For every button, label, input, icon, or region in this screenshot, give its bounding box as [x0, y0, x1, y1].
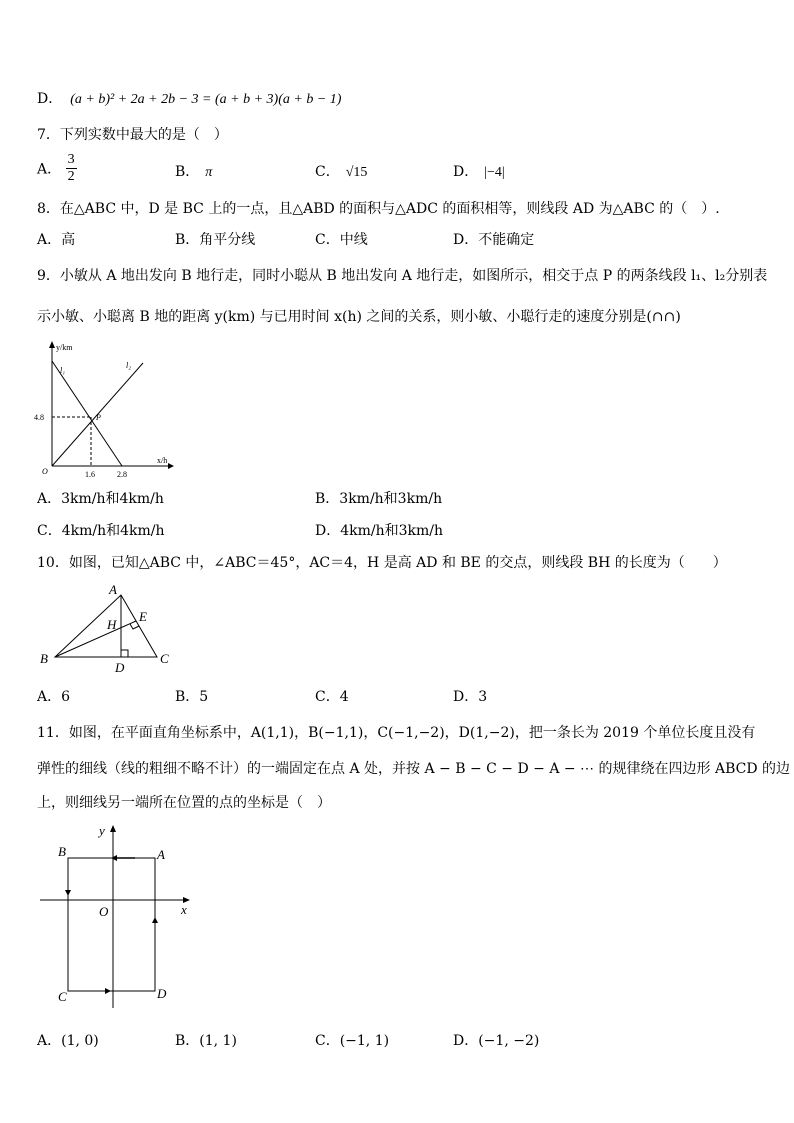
q8-option-a[interactable]: A．高	[37, 232, 76, 248]
y-tick-4.8: 4.8	[34, 413, 44, 422]
line-l1	[52, 361, 122, 466]
arrow-a-to-b-icon	[111, 855, 117, 861]
q7-option-c[interactable]	[315, 161, 367, 181]
q10-option-c[interactable]: C．4	[315, 689, 349, 705]
q7-option-b[interactable]	[175, 161, 212, 181]
vertex-a-label: A	[109, 582, 117, 597]
q7-option-d-label: D．	[453, 164, 479, 180]
fraction-denominator: 2	[67, 169, 75, 184]
q11-option-b[interactable]: B．(1, 1)	[175, 1033, 237, 1049]
x-tick-2.8: 2.8	[117, 470, 127, 479]
point-p-label: P	[96, 413, 101, 422]
q7-stem: 7．下列实数中最大的是（ ）	[37, 127, 228, 143]
q11-option-d[interactable]: D．(−1, −2)	[453, 1033, 540, 1049]
q7-option-a[interactable]	[37, 152, 77, 185]
q9-option-c[interactable]: C．4km/h和4km/h	[37, 523, 165, 539]
l1-label: l₁	[60, 366, 66, 375]
x-axis-label: x	[181, 902, 187, 917]
arrow-c-to-d-icon	[105, 988, 111, 994]
q6-option-d	[37, 88, 341, 108]
x-axis-label: x/h	[157, 456, 168, 465]
q10-option-b[interactable]: B．5	[175, 689, 209, 705]
q10-option-a[interactable]: A．6	[37, 689, 71, 705]
q7-option-c-label: C．	[315, 164, 340, 180]
triangle-abc	[55, 595, 157, 657]
q7-option-c-value: √15	[345, 165, 368, 180]
vertex-b-label: B	[58, 844, 66, 859]
q11-stem-line3: 上，则细线另一端所在位置的点的坐标是（ ）	[37, 795, 331, 811]
q11-coordinate-figure	[35, 820, 200, 1010]
arrow-d-to-a-icon	[152, 917, 158, 923]
q7-option-b-label: B．	[175, 164, 200, 180]
q9-option-d[interactable]: D．4km/h和3km/h	[315, 523, 444, 539]
right-angle-e	[130, 624, 139, 629]
vertex-b-label: B	[40, 651, 48, 666]
q11-option-a[interactable]: A．(1, 0)	[37, 1033, 99, 1049]
y-axis-arrow-icon	[49, 341, 55, 348]
q9-stem-line1: 9．小敏从 A 地出发向 B 地行走，同时小聪从 B 地出发向 A 地行走，如图所示，相交于点 P 的两条线段 l₁、l₂分别表	[37, 268, 768, 284]
q11-stem-line1: 11．如图，在平面直角坐标系中，A(1,1)，B(−1,1)，C(−1,−2)，D(1,−2)，把一条长为 2019 个单位长度且没有	[37, 725, 756, 741]
q7-option-b-value: π	[205, 165, 213, 180]
q9-stem-line2: 示小敏、小聪离 B 地的距离 y(km) 与已用时间 x(h) 之间的关系，则小敏、小聪行走的速度分别是(∩∩)	[37, 309, 681, 325]
q11-option-c[interactable]: C．(−1, 1)	[315, 1033, 390, 1049]
q8-option-c[interactable]: C．中线	[315, 232, 368, 248]
q11-stem-line2: 弹性的细线（线的粗细不略不计）的一端固定在点 A 处，并按 A − B − C − D − A − ⋯ 的规律绕在四边形 ABCD 的边	[37, 761, 791, 777]
altitude-be	[55, 621, 136, 657]
q8-option-d[interactable]: D．不能确定	[453, 232, 535, 248]
vertex-d-label: D	[115, 660, 125, 675]
q7-option-a-label: A．	[37, 161, 62, 178]
x-axis-arrow-icon	[168, 463, 174, 469]
vertex-c-label: C	[160, 651, 169, 666]
q8-option-b[interactable]: B．角平分线	[175, 232, 256, 248]
point-e-label: E	[139, 609, 147, 624]
point-h-label: H	[107, 617, 117, 632]
q10-stem: 10．如图，已知△ABC 中，∠ABC＝45°，AC＝4，H 是高 AD 和 BE 的交点，则线段 BH 的长度为（ ）	[37, 555, 727, 571]
y-axis-arrow-icon	[110, 825, 116, 832]
q9-option-b[interactable]: B．3km/h和3km/h	[315, 491, 443, 507]
rectangle-abcd	[68, 858, 155, 991]
right-angle-d	[121, 650, 128, 657]
x-tick-1.6: 1.6	[85, 470, 95, 479]
arrow-b-to-c-icon	[65, 890, 71, 896]
vertex-a-label: A	[157, 847, 165, 862]
q7-option-d-value: |−4|	[484, 165, 505, 180]
vertex-c-label: C	[58, 989, 67, 1004]
vertex-d-label: D	[157, 986, 167, 1001]
q10-option-d[interactable]: D．3	[453, 689, 488, 705]
q8-stem: 8．在△ABC 中，D 是 BC 上的一点，且△ABD 的面积与△ADC 的面积相等，则线段 AD 为△ABC 的（ ）.	[37, 201, 720, 217]
q10-triangle-figure	[35, 580, 175, 675]
q9-graph	[28, 338, 178, 480]
q7-option-d[interactable]	[453, 161, 505, 181]
fraction-numerator: 3	[67, 152, 75, 167]
q9-option-a[interactable]: A．3km/h和4km/h	[37, 491, 164, 507]
l2-label: l₂	[126, 361, 132, 370]
q7-option-a-fraction	[66, 152, 77, 185]
origin-label: O	[99, 904, 109, 919]
q6-option-d-expression: (a + b)² + 2a + 2b − 3 = (a + b + 3)(a + b − 1)	[70, 92, 342, 107]
q6-option-d-label: D．	[37, 91, 63, 107]
y-axis-label: y/km	[56, 343, 73, 352]
y-axis-label: y	[99, 823, 105, 838]
origin-label: O	[42, 467, 48, 476]
